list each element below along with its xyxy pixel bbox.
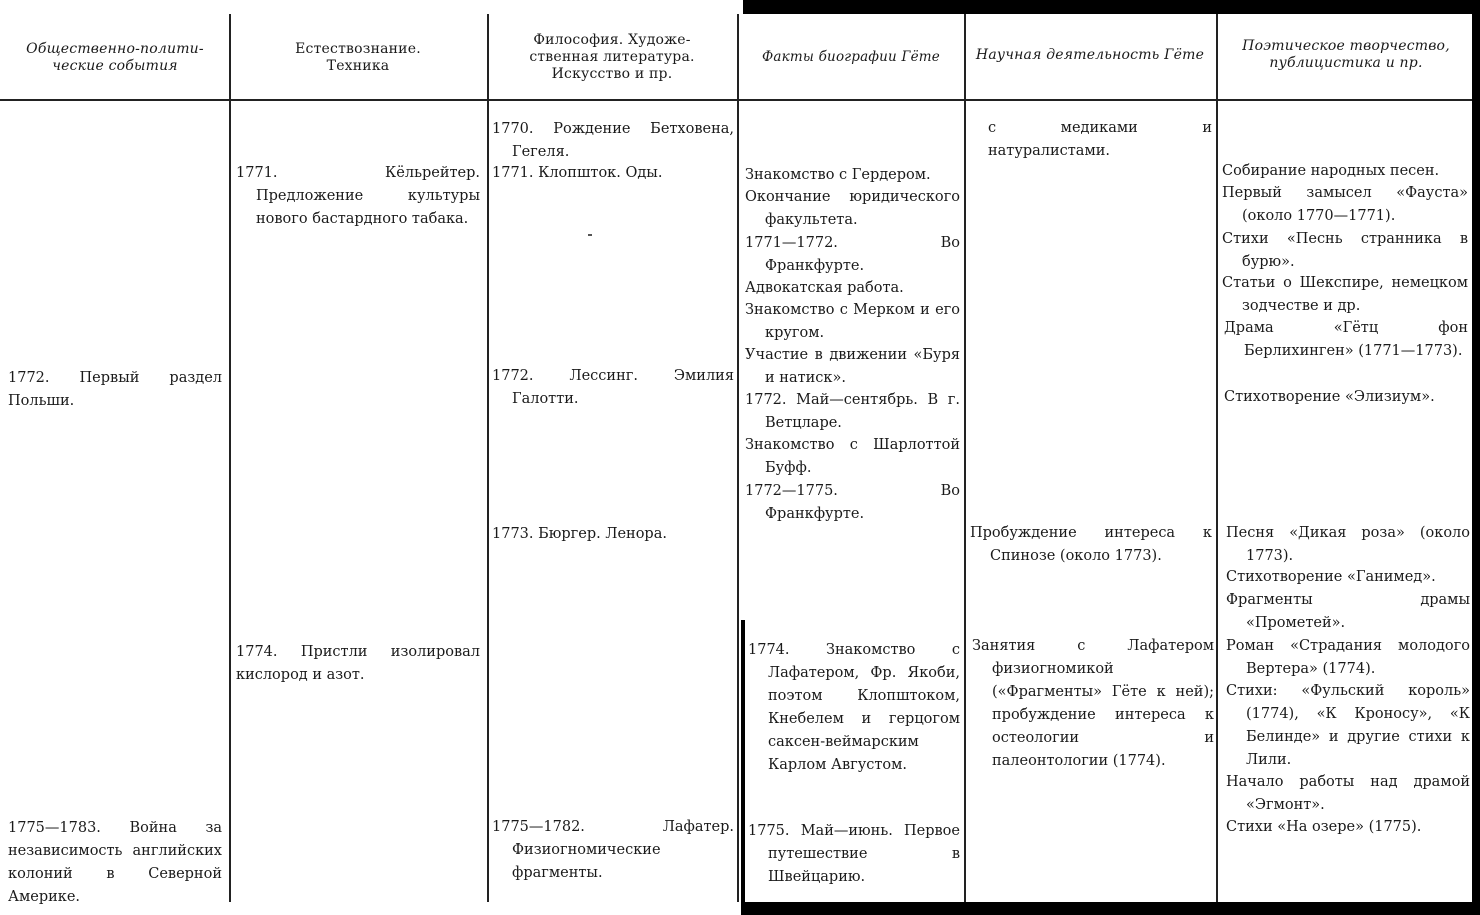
poetic-entry-thule: Стихи: «Фульский король» (1774), «К Кроносу», «К Белинде» и другие стихи к Лили. [1226, 683, 1470, 768]
poetic-entry-on-lake: Стихи «На озере» (1775). [1226, 819, 1422, 835]
scientific-entry-spinoza: Пробуждение интереса к Спинозе (около 1773). [970, 525, 1212, 564]
header-scientific: Научная деятельность Гёте [975, 47, 1205, 63]
scan-border-bottom [743, 902, 1480, 915]
poetic-entry-egmont: Начало работы над драмой «Эгмонт». [1226, 774, 1470, 813]
poetic-entry-shakespeare: Статьи о Шекспире, немецком зодчестве и др. [1222, 275, 1468, 314]
biography-entry-lavater: 1774. Знакомство с Лафатером, Фр. Якоби, поэтом Клопштоком, Кнебелем и герцогом саксен-веймарским Карлом Августом. [748, 642, 960, 773]
biography-entry-merck: Знакомство с Мерком и его кругом. [745, 302, 960, 341]
header-philosophy: Философия. Художе- ственная литература. Искусство и пр. [529, 32, 695, 82]
header-poetic: Поэтическое творчество, публицистика и пр. [1242, 38, 1450, 71]
biography-entry-frankfurt-1771: 1771—1772. Во Франкфурте. [745, 235, 960, 274]
biography-entry-wetzlar: 1772. Май—сентябрь. В г. Ветцларе. [745, 392, 960, 431]
political-entry-1772: 1772. Первый раздел Польши. [8, 370, 222, 409]
header-political: Общественно-полити- ческие события [26, 41, 204, 74]
header-rule [0, 99, 1472, 101]
poetic-entry-wanderer: Стихи «Песнь странника в бурю». [1222, 231, 1468, 270]
column-divider-1 [229, 14, 231, 902]
scan-speck [588, 234, 592, 236]
poetic-entry-gotz: Драма «Гётц фон Берлихинген» (1771—1773). [1224, 320, 1468, 359]
poetic-entry-prometheus: Фрагменты драмы «Прометей». [1226, 592, 1470, 631]
philosophy-entry-1772: 1772. Лессинг. Эмилия Галотти. [492, 368, 734, 407]
poetic-entry-faust: Первый замысел «Фауста» (около 1770—1771). [1222, 185, 1468, 224]
biography-entry-buff: Знакомство с Шарлоттой Буфф. [745, 437, 960, 476]
scientific-entry-physiognomy: Занятия с Лафатером физиогномикой («Фрагменты» Гёте к ней); пробуждение интереса к остеологии и палеонтологии (1774). [972, 638, 1214, 769]
biography-entry-faculty: Окончание юридического факультета. [745, 189, 960, 228]
column-divider-5 [1216, 14, 1218, 902]
biography-entry-switzerland: 1775. Май—июнь. Первое путешествие в Швейцарию. [748, 823, 960, 885]
poetic-entry-folk-songs: Собирание народных песен. [1222, 163, 1440, 179]
scan-border-top [743, 0, 1480, 14]
column-divider-2 [487, 14, 489, 902]
biography-entry-advocate: Адвокатская работа. [745, 280, 904, 296]
scientific-entry-medics: с медиками и натуралистами. [988, 120, 1212, 159]
poetic-entry-elysium: Стихотворение «Элизиум». [1224, 389, 1435, 405]
philosophy-entry-1770: 1770. Рождение Бетховена, Гегеля. [492, 121, 734, 160]
philosophy-entry-1771: 1771. Клопшток. Оды. [492, 165, 663, 181]
science-entry-1771: 1771. Кёльрейтер. Предложение культуры нового бастардного табака. [236, 165, 480, 227]
scan-border-right [1472, 0, 1480, 915]
header-biography: Факты биографии Гёте [762, 49, 940, 65]
philosophy-entry-1775: 1775—1782. Лафатер. Физиогномические фрагменты. [492, 819, 734, 881]
philosophy-entry-1773: 1773. Бюргер. Ленора. [492, 526, 667, 542]
column-divider-4 [964, 14, 966, 902]
biography-entry-sturm: Участие в движении «Буря и натиск». [745, 347, 960, 386]
poetic-entry-wild-rose: Песня «Дикая роза» (около 1773). [1226, 525, 1470, 564]
biography-entry-frankfurt-1772: 1772—1775. Во Франкфурте. [745, 483, 960, 522]
science-entry-1774: 1774. Пристли изолировал кислород и азот. [236, 644, 480, 683]
header-science: Естествознание. Техника [295, 41, 421, 74]
column-divider-3 [737, 14, 739, 902]
biography-entry-herder: Знакомство с Гердером. [745, 167, 931, 183]
poetic-entry-werther: Роман «Страдания молодого Вертера» (1774). [1226, 638, 1470, 677]
scan-border-seam [741, 620, 745, 915]
poetic-entry-ganymede: Стихотворение «Ганимед». [1226, 569, 1436, 585]
political-entry-1775: 1775—1783. Война за независимость английских колоний в Северной Америке. [8, 820, 222, 905]
